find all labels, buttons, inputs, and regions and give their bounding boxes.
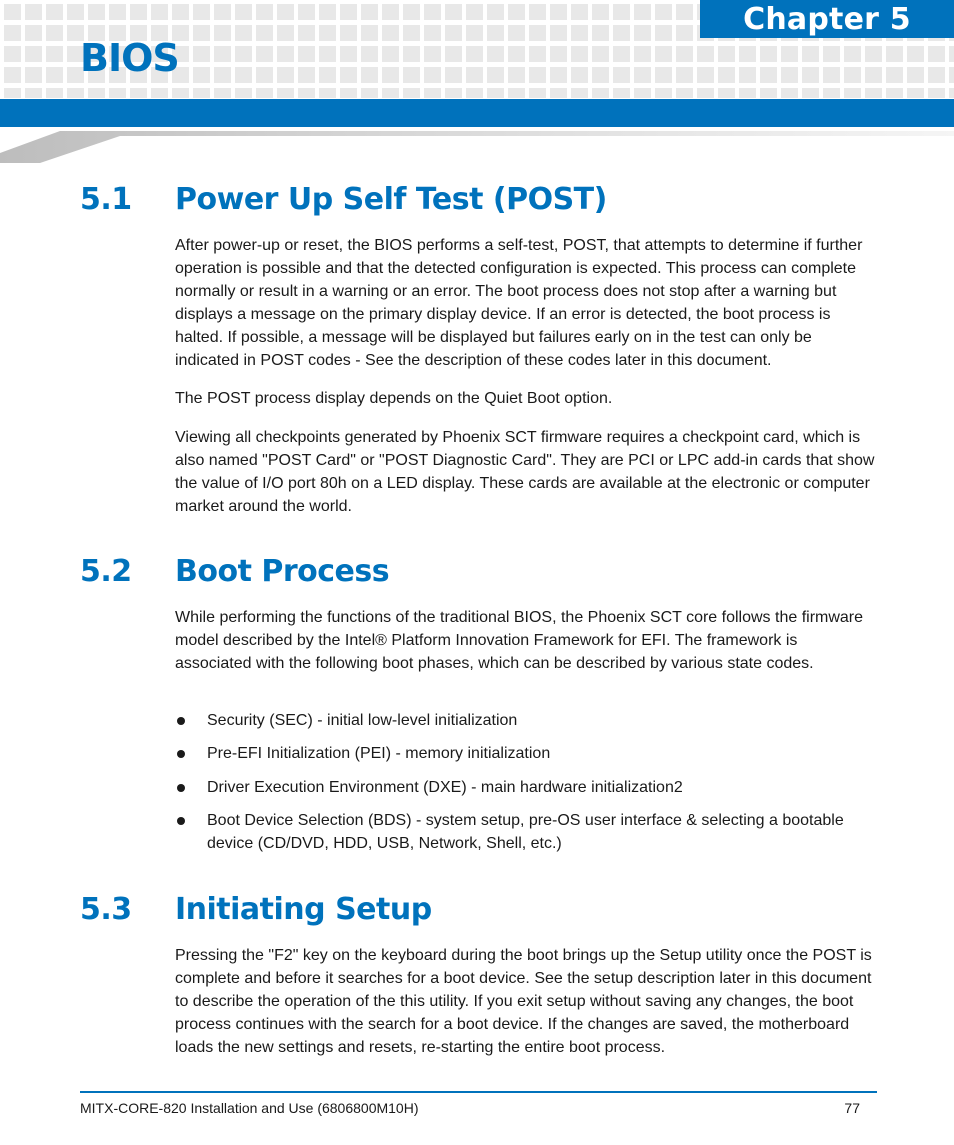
bullet-icon [177,750,185,758]
section-title: Initiating Setup [175,892,432,927]
bullet-icon [177,817,185,825]
section-number: 5.2 [80,554,132,589]
section-number: 5.3 [80,892,132,927]
chapter-label: Chapter 5 [743,1,911,37]
paragraph: The POST process display depends on the Quiet Boot option. [175,390,613,407]
list-item-text: Pre-EFI Initialization (PEI) - memory initialization [207,745,551,762]
list-item-text: Driver Execution Environment (DXE) - main hardware initialization2 [207,779,683,796]
footer-rule [80,1091,877,1093]
section-number: 5.1 [80,182,132,217]
section-title: Boot Process [175,554,390,589]
paragraph: Pressing the "F2" key on the keyboard during the boot brings up the Setup utility once the POST is complete and before it searches for a boot device. See the setup description later in this document to describe the operation of the this utility. If you exit setup without saving any changes, the boot process continues with the search for a boot device. If the changes are saved, the motherboard loads the new settings and resets, re-starting the entire boot process. [175,947,872,1056]
paragraph: After power-up or reset, the BIOS performs a self-test, POST, that attempts to determine if further operation is possible and that the detected configuration is expected. This process can complete normally or result in a warning or an error. The boot process does not stop after a warning but displays a message on the primary display device. If an error is detected, the boot process is halted. If possible, a message will be displayed but failures early on in the test can only be indicated in POST codes - See the description of these codes later in this document. [175,237,863,369]
list-item-text: Security (SEC) - initial low-level initialization [207,712,518,729]
header-blue-band [0,99,954,127]
chapter-tab [700,0,954,38]
list-item-text: Boot Device Selection (BDS) - system setup, pre-OS user interface & selecting a bootable device (CD/DVD, HDD, USB, Network, Shell, etc.) [207,812,844,852]
paragraph: Viewing all checkpoints generated by Phoenix SCT firmware requires a checkpoint card, which is also named "POST Card" or "POST Diagnostic Card". They are PCI or LPC add-in cards that show the value of I/O port 80h on a LED display. These cards are available at the electronic or computer market around the world. [175,429,875,515]
header-gray-wedge [0,131,954,163]
bullet-icon [177,717,185,725]
section-heading-5-2 [80,554,389,589]
section-heading-5-3 [80,892,432,927]
footer-document-title: MITX-CORE-820 Installation and Use (6806800M10H) [80,1100,419,1116]
page-number: 77 [844,1100,860,1116]
paragraph: While performing the functions of the traditional BIOS, the Phoenix SCT core follows the firmware model described by the Intel® Platform Innovation Framework for EFI. The framework is associated with the following boot phases, which can be described by various state codes. [175,609,864,672]
section-heading-5-1 [80,182,607,217]
section-title: Power Up Self Test (POST) [175,182,607,217]
bullet-icon [177,784,185,792]
chapter-title: BIOS [80,36,179,80]
